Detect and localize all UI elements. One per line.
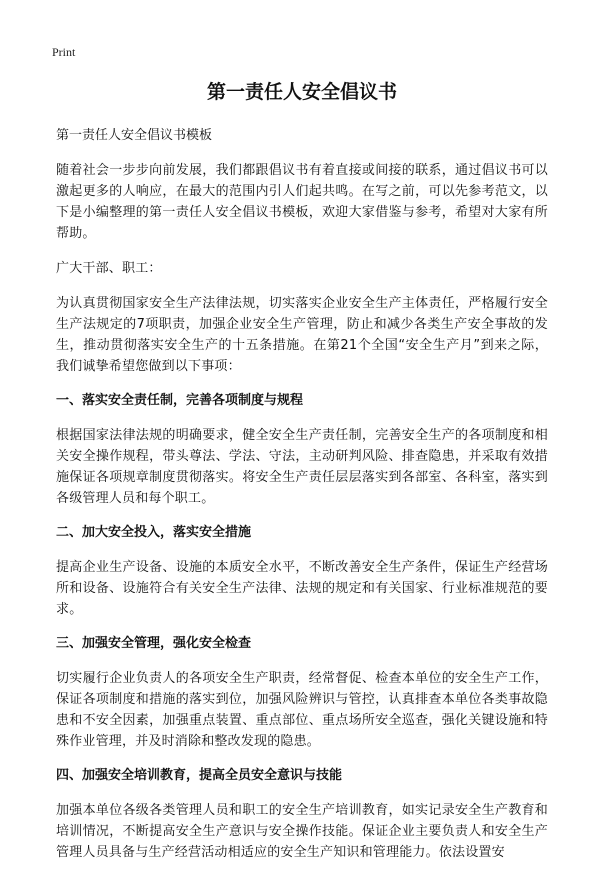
section-heading-3: 三、加强安全管理，强化安全检查 [56, 636, 252, 651]
section-heading-1: 一、落实安全责任制，完善各项制度与规程 [56, 393, 304, 408]
intro-paragraph: 随着社会一步步向前发展，我们都跟倡议书有着直接或间接的联系，通过倡议书可以激起更多的人响应，在最大的范围内引人们起共鸣。在写之前，可以先参考范文，以下是小编整理的第一责任人安全倡议书模板，欢迎大家借鉴与参考，希望对大家有所帮助。 [56, 163, 548, 241]
document-subtitle: 第一责任人安全倡议书模板 [56, 128, 213, 143]
print-link[interactable]: Print [52, 45, 76, 59]
section-heading-4: 四、加强安全培训教育，提高全员安全意识与技能 [56, 768, 343, 783]
opening-paragraph: 为认真贯彻国家安全生产法律法规，切实落实企业安全生产主体责任，严格履行安全生产法规定的7项职责，加强企业安全生产管理，防止和减少各类生产安全事故的发生，推动贯彻落实安全生产的十五条措施。在第21个全国“安全生产月”到来之际，我们诚挚希望您做到以下事项： [56, 296, 548, 374]
document-title: 第一责任人安全倡议书 [206, 81, 397, 103]
section-body-3: 切实履行企业负责人的各项安全生产职责，经常督促、检查本单位的安全生产工作，保证各项制度和措施的落实到位，加强风险辨识与管控，认真排查本单位各类事故隐患和不安全因素，加强重点装置、重点部位、重点场所安全巡查，强化关键设施和特殊作业管理，并及时消除和整改发现的隐患。 [56, 671, 548, 749]
section-heading-2: 二、加大安全投入，落实安全措施 [56, 525, 252, 540]
salutation: 广大干部、职工： [56, 261, 162, 276]
section-body-1: 根据国家法律法规的明确要求，健全安全生产责任制，完善安全生产的各项制度和相关安全操作规程，带头尊法、学法、守法，主动研判风险、排查隐患，并采取有效措施保证各项规章制度贯彻落实。将安全生产责任层层落实到各部室、各科室，落实到各级管理人员和每个职工。 [56, 428, 548, 506]
section-body-4: 加强本单位各级各类管理人员和职工的安全生产培训教育，如实记录安全生产教育和培训情况，不断提高安全生产意识与安全操作技能。保证企业主要负责人和安全生产管理人员具备与生产经营活动相适应的安全生产知识和管理能力。依法设置安 [56, 803, 548, 860]
document-body [56, 80, 548, 877]
section-body-2: 提高企业生产设备、设施的本质安全水平，不断改善安全生产条件，保证生产经营场所和设备、设施符合有关安全生产法律、法规的规定和有关国家、行业标准规范的要求。 [56, 560, 548, 617]
